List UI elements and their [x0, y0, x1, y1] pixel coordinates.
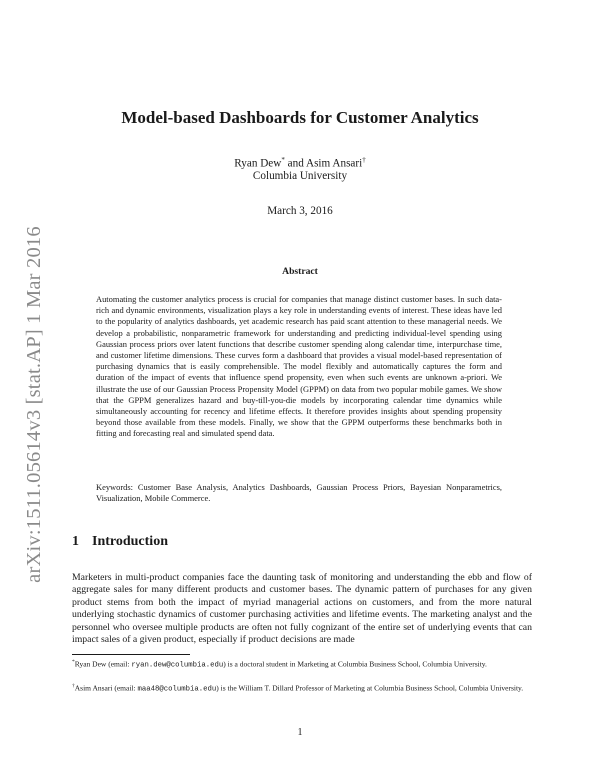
abstract-text: Automating the customer analytics process is crucial for companies that manage distinct customer bases. In such data-rich and dynamic environments, visualization plays a key role in understanding events of interest. These ideas have led to the popularity of analytics dashboards, yet academic research has paid scant attention to these managerial needs. We develop a probabilistic, nonparametric framework for understanding and predicting individual-level spending using Gaussian process priors over latent functions that describe customer spending along calendar time, interpurchase time, and customer lifetime dimensions. These curves form a dashboard that provides a visual model-based representation of purchasing dynamics that is easily comprehensible. The model flexibly and automatically captures the form and duration of the impact of events that influence spend propensity, even when such events are unknown a-priori. We illustrate the use of our Gaussian Process Propensity Model (GPPM) on data from two popular mobile games. We show that the GPPM generalizes hazard and buy-till-you-die models by incorporating calendar time dynamics while simultaneously accounting for recency and lifetime effects. It therefore provides insights about spending propensity beyond those available from these models. Finally, we show that the GPPM outperforms these benchmarks both in fitting and forecasting real and simulated spend data.: [96, 294, 502, 439]
section-number: 1: [72, 534, 79, 549]
author-name-1: Ryan Dew: [234, 157, 282, 170]
paper-title: Model-based Dashboards for Customer Analytics: [121, 108, 479, 127]
footnote-2: [72, 682, 532, 695]
keywords-text: Keywords: Customer Base Analysis, Analytics Dashboards, Gaussian Process Priors, Bayesian Nonparametrics, Visualization, Mobile Commerce.: [96, 482, 502, 504]
footnote-divider: [72, 654, 190, 655]
author-footnote-mark-2: †: [362, 156, 366, 164]
footnote-1-mark: *: [72, 659, 75, 665]
footnote-2-text-after: ) is the William T. Dillard Professor of Marketing at Columbia Business School, Columbia University.: [216, 683, 524, 693]
footnote-1-text-before: Ryan Dew (email:: [74, 659, 132, 669]
introduction-paragraph: Marketers in multi-product companies face the daunting task of monitoring and understanding the ebb and flow of aggregate sales for many different products and customer bases. The dynamic pattern of purchases for any given product stems from both the impact of myriad managerial actions on customers, and from the more natural underlying stochastic dynamics of customer purchasing activities and lifetime events. The marketing analyst and the personnel who oversee multiple products are often not fully cognizant of the entire set of underlying events that can impact sales of a given product, especially if product decisions are made: [72, 572, 532, 646]
footnote-2-text-before: Asim Ansari (email:: [74, 683, 138, 693]
arxiv-identifier-stamp: [4, 204, 64, 604]
section-heading: [72, 534, 532, 550]
section-title: Introduction: [92, 534, 168, 549]
author-name-2: Asim Ansari: [305, 157, 363, 170]
paper-date: March 3, 2016: [267, 205, 333, 217]
author-footnote-mark-1: *: [281, 156, 285, 164]
footnote-2-mark: †: [72, 683, 75, 689]
author-affiliation: Columbia University: [252, 170, 348, 182]
footnote-2-email[interactable]: maa48@columbia.edu: [137, 685, 217, 694]
author-line: [0, 156, 600, 170]
abstract-heading: Abstract: [282, 266, 318, 277]
author-conjunction: and: [284, 157, 306, 170]
arxiv-identifier-text: arXiv:1511.05614v3 [stat.AP] 1 Mar 2016: [22, 225, 45, 583]
footnote-1-text-after: ) is a doctoral student in Marketing at Columbia Business School, Columbia University.: [223, 659, 487, 669]
footnote-1: [72, 658, 532, 671]
footnote-1-email[interactable]: ryan.dew@columbia.edu: [131, 661, 224, 670]
page-number: 1: [297, 727, 303, 738]
